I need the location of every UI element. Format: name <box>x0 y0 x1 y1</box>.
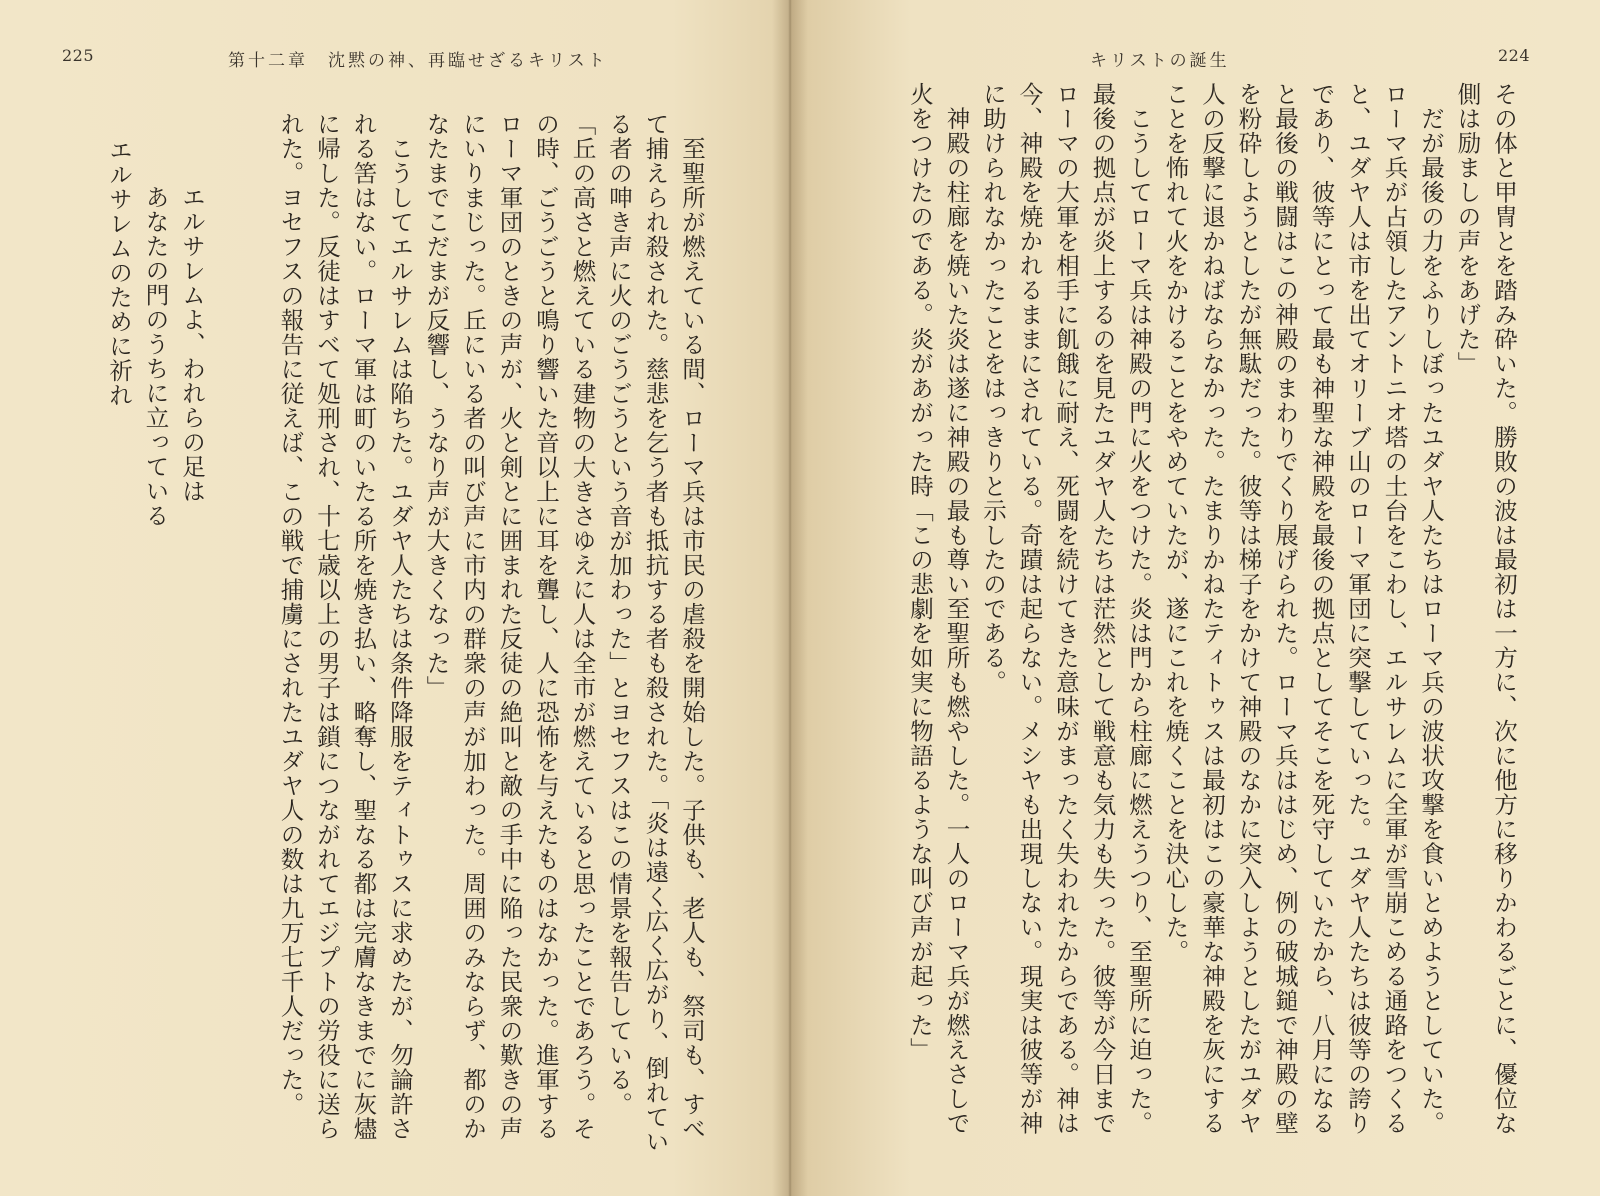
poem-line: エルサレムよ、われらの足は <box>178 185 206 504</box>
poem-block <box>60 138 210 1038</box>
poem-line: エルサレムのために祈れ <box>105 138 133 408</box>
paragraph: だが最後の力をふりしぼったユダヤ人たちはローマ兵の波状攻撃を食いとめようとしていた。ローマ兵が占領したアントニオ塔の土台をこわし、エルサレムに全軍が雪崩こめる通路をつくると、ユダヤ人は市を出てオリーブ山のローマ軍団に突撃していった。ユダヤ人たちは彼等の誇りであり、彼等にとって最も神聖な神殿を最後の拠点としてそこを死守していたから、八月になると最後の戦闘はこの神殿のまわりでくり展げられた。ローマ兵ははじめ、例の破城鎚で神殿の壁を粉砕しようとしたが無駄だった。彼等は梯子をかけて神殿のなかに突入しようとしたがユダヤ人の反撃に退かねばならなかった。たまりかねたティトゥスは最初はこの豪華な神殿を灰にすることを怖れて火をかけることをやめていたが、遂にこれを焼くことを決心した。 <box>1161 82 1445 1136</box>
left-page-number: 225 <box>62 46 95 65</box>
paragraph: その体と甲冑とを踏み砕いた。勝敗の波は最初は一方に、次に他方に移りかわるごとに、優位な側は励ましの声をあげた」 <box>1453 82 1518 1136</box>
paragraph: 神殿の柱廊を焼いた炎は遂に神殿の最も尊い至聖所も燃やした。一人のローマ兵が燃えさしで火をつけたのである。炎があがった時「この悲劇を如実に物語るような叫び声が起った」 <box>906 82 971 1136</box>
paragraph: こうしてローマ兵は神殿の門に火をつけた。炎は門から柱廊に燃えうつり、至聖所に迫った。最後の拠点が炎上するのを見たユダヤ人たちは茫然として戦意も気力も失った。彼等が今日までローマの大軍を相手に飢餓に耐え、死闘を続けてきた意味がまったく失われたからである。神は今、神殿を焼かれるままにされている。奇蹟は起らない。メシヤも出現しない。現実は彼等が神に助けられなかったことをはっきりと示したのである。 <box>979 82 1153 1136</box>
right-page <box>790 0 1600 1196</box>
poem <box>101 138 211 528</box>
book-gutter <box>772 0 808 1196</box>
left-page <box>0 0 790 1196</box>
paragraph: 「丘の高さと燃えている建物の大きさゆえに人は全市が燃えていると思ったことであろう。その時、ごうごうと鳴り響いた音以上に耳を聾し、人に恐怖を与えたものはなかった。進軍するローマ軍団のときの声が、火と剣とに囲まれた反徒の絶叫と敵の手中に陥った民衆の歎きの声にいりまじった。丘にいる者の叫び声に市内の群衆の声が加わった。周囲のみならず、都のかなたまでこだまが反響し、うなり声が大きくなった」 <box>422 112 597 1141</box>
left-running-head: 第十二章 沈黙の神、再臨せざるキリスト <box>228 51 608 71</box>
right-page-number: 224 <box>1498 46 1531 65</box>
paragraph: 至聖所が燃えている間、ローマ兵は市民の虐殺を開始した。子供も、老人も、祭司も、すべて捕えられ殺された。慈悲を乞う者も抵抗する者も殺された。「炎は遠く広く広がり、倒れている者の呻き声に火のごうごうという音が加わった」とヨセフスはこの情景を報告している。 <box>605 112 706 1154</box>
right-running-head: キリストの誕生 <box>1090 51 1230 71</box>
paragraph: こうしてエルサレムは陥ちた。ユダヤ人たちは条件降服をティトゥスに求めたが、勿論許される筈はない。ローマ軍は町のいたる所を焼き払い、略奪し、聖なる都は完膚なきまでに灰燼に帰した。反徒はすべて処刑され、十七歳以上の男子は鎖につながれてエジプトの労役に送られた。ヨセフスの報告に従えば、この戦で捕虜にされたユダヤ人の数は九万七千人だった。 <box>276 112 414 1141</box>
right-body-text <box>822 82 1522 1158</box>
poem-line: あなたの門のうちに立っている <box>141 185 170 528</box>
